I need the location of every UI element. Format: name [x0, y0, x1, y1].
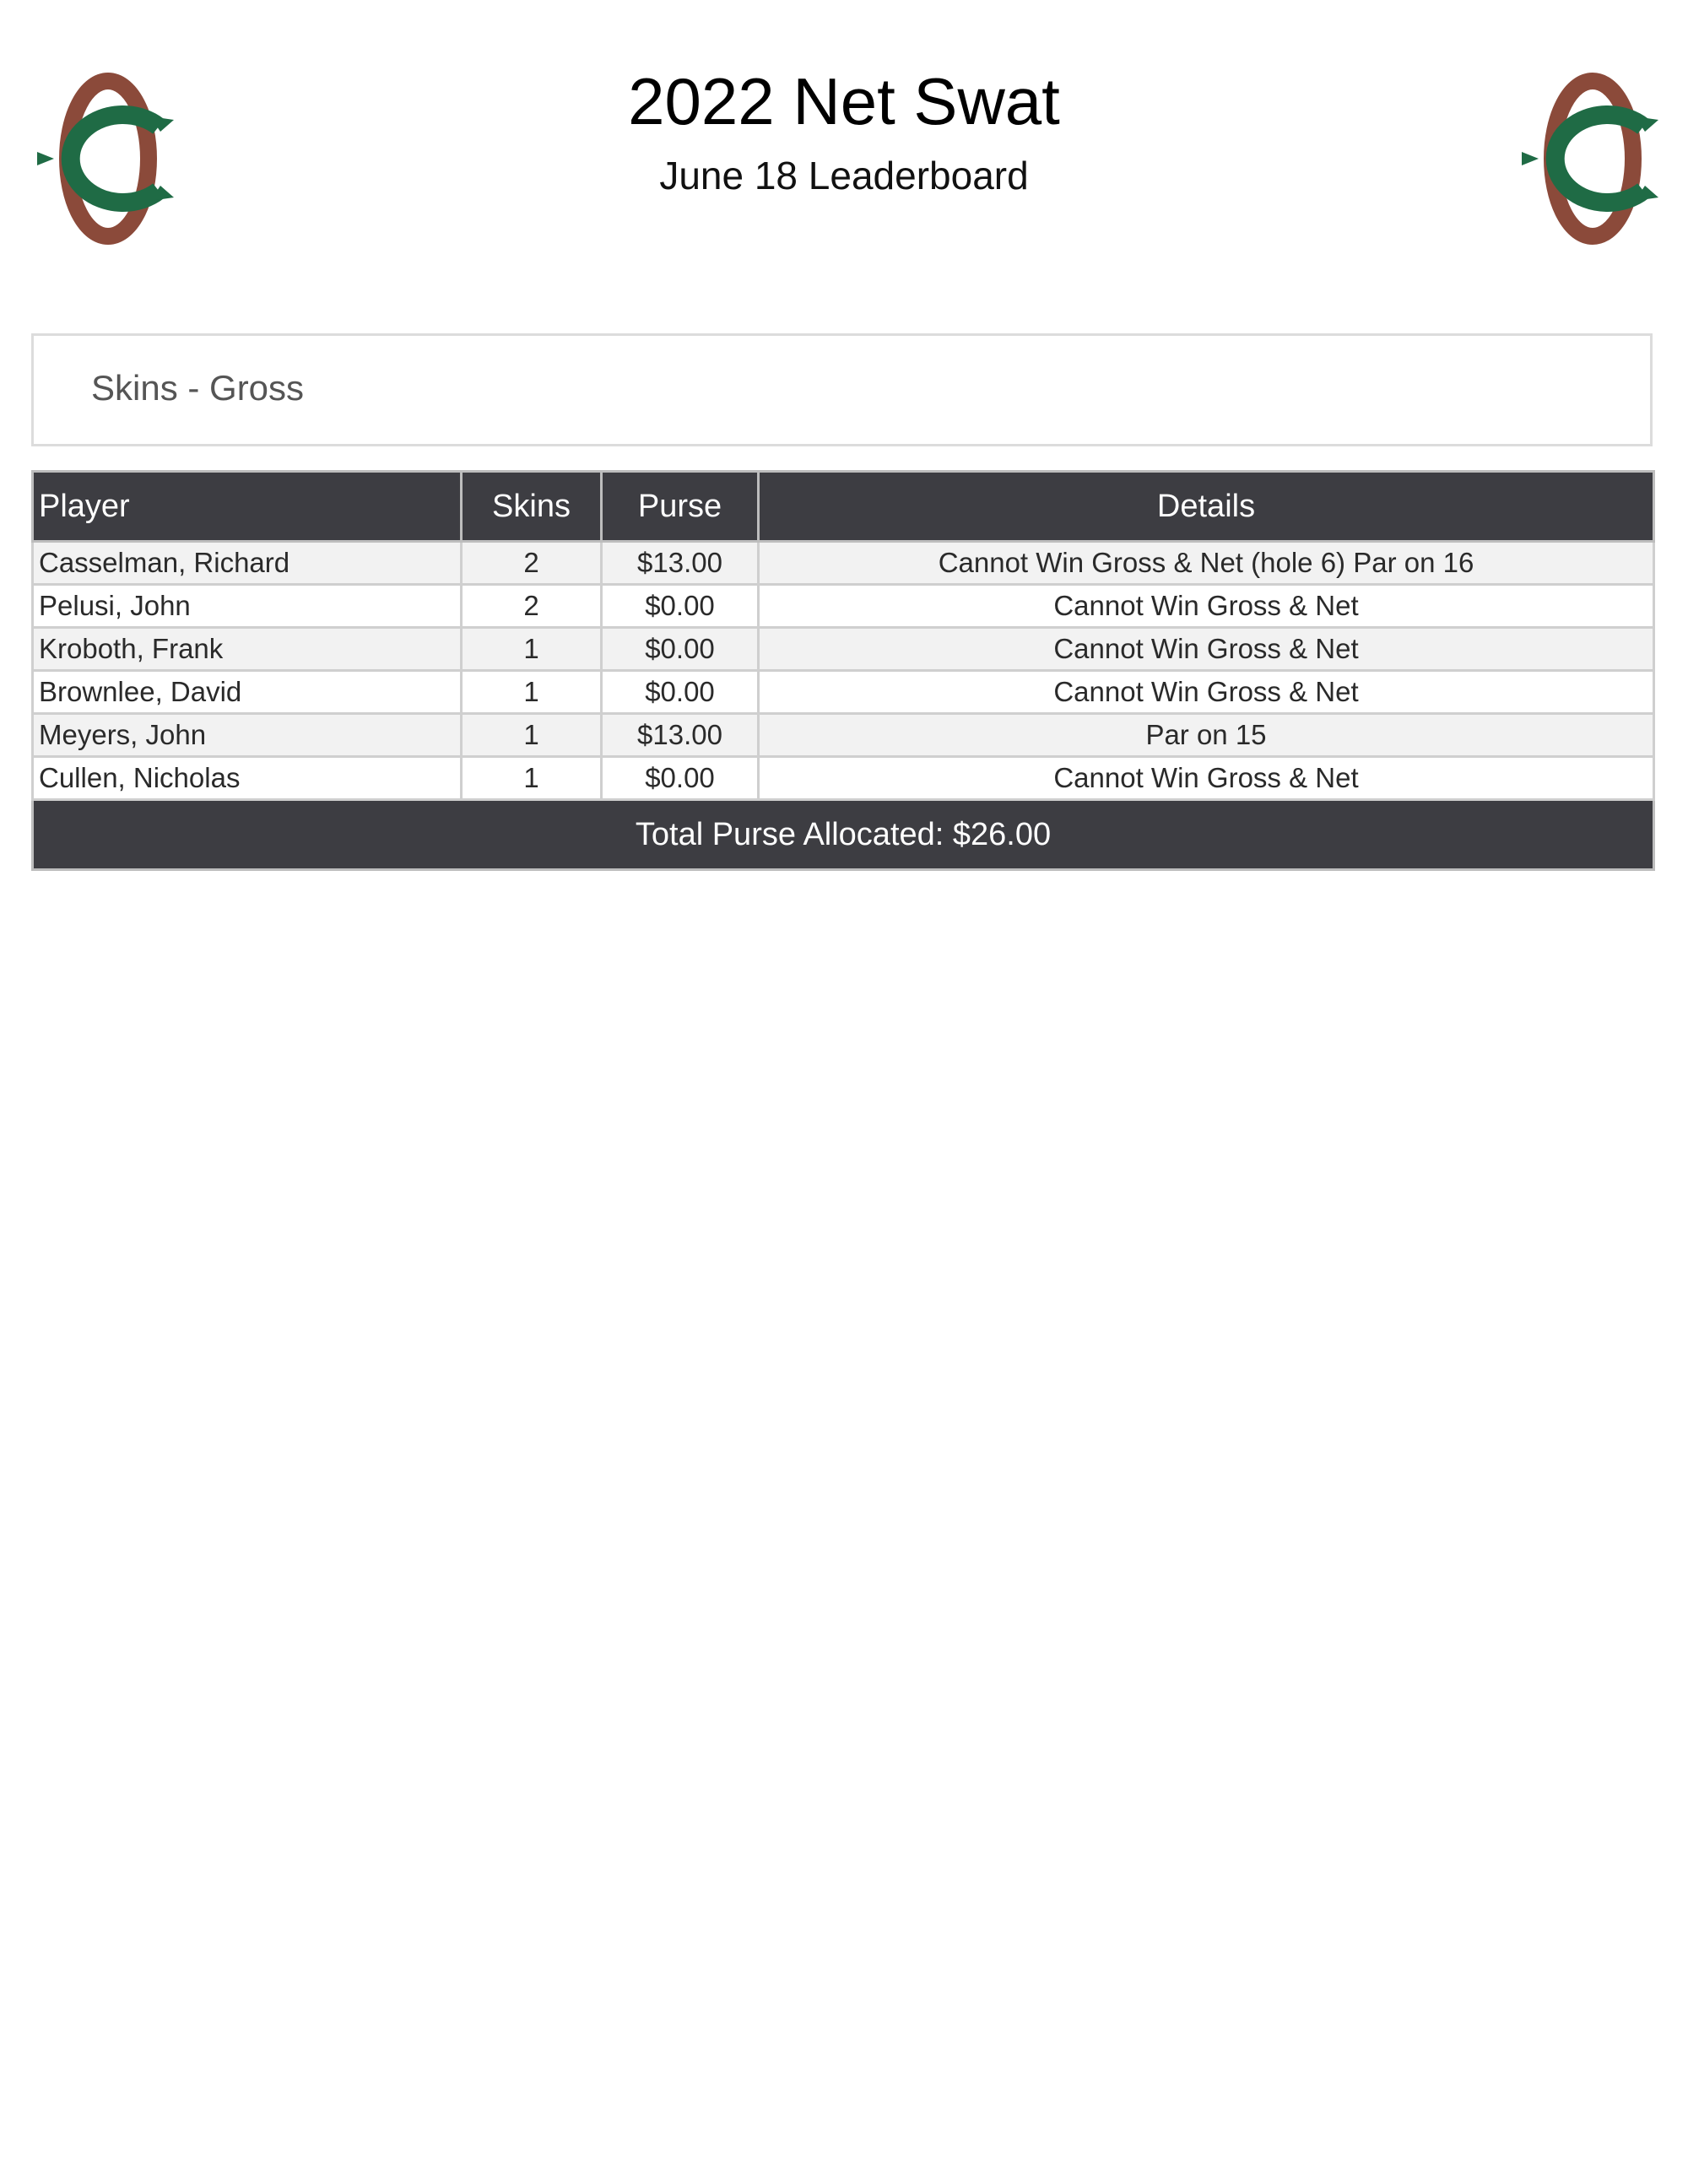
column-header-skins: Skins	[462, 472, 602, 542]
details-cell: Cannot Win Gross & Net	[759, 671, 1654, 714]
details-cell: Cannot Win Gross & Net	[759, 585, 1654, 628]
skins-cell: 1	[462, 671, 602, 714]
purse-cell: $0.00	[602, 585, 759, 628]
purse-cell: $0.00	[602, 628, 759, 671]
table-row	[33, 542, 1654, 585]
club-logo-right	[1517, 68, 1669, 249]
purse-cell: $13.00	[602, 542, 759, 585]
player-name-cell: Casselman, Richard	[33, 542, 462, 585]
player-name-cell: Brownlee, David	[33, 671, 462, 714]
table-row	[33, 585, 1654, 628]
table-row	[33, 757, 1654, 800]
details-cell: Cannot Win Gross & Net (hole 6) Par on 16	[759, 542, 1654, 585]
table-row	[33, 714, 1654, 757]
player-name-cell: Kroboth, Frank	[33, 628, 462, 671]
table-footer-row	[33, 800, 1654, 870]
column-header-player: Player	[33, 472, 462, 542]
skins-cell: 1	[462, 714, 602, 757]
player-name-cell: Cullen, Nicholas	[33, 757, 462, 800]
section-title: Skins - Gross	[91, 368, 305, 408]
player-name-cell: Pelusi, John	[33, 585, 462, 628]
purse-cell: $0.00	[602, 757, 759, 800]
club-monogram-logo-icon	[1517, 68, 1669, 249]
skins-cell: 1	[462, 757, 602, 800]
page-header	[253, 59, 1435, 201]
column-header-purse: Purse	[602, 472, 759, 542]
purse-cell: $13.00	[602, 714, 759, 757]
table-header-row	[33, 472, 1654, 542]
leaderboard-table	[31, 470, 1655, 871]
column-header-details: Details	[759, 472, 1654, 542]
player-name-cell: Meyers, John	[33, 714, 462, 757]
section-header	[31, 333, 1653, 446]
club-monogram-logo-icon	[32, 68, 184, 249]
page-subtitle: June 18 Leaderboard	[659, 154, 1029, 197]
purse-cell: $0.00	[602, 671, 759, 714]
page-title: 2022 Net Swat	[628, 64, 1060, 138]
total-purse-label: Total Purse Allocated: $26.00	[33, 800, 1654, 870]
skins-cell: 2	[462, 585, 602, 628]
details-cell: Cannot Win Gross & Net	[759, 628, 1654, 671]
table-row	[33, 671, 1654, 714]
table-row	[33, 628, 1654, 671]
details-cell: Par on 15	[759, 714, 1654, 757]
skins-cell: 1	[462, 628, 602, 671]
skins-cell: 2	[462, 542, 602, 585]
details-cell: Cannot Win Gross & Net	[759, 757, 1654, 800]
club-logo-left	[32, 68, 184, 249]
